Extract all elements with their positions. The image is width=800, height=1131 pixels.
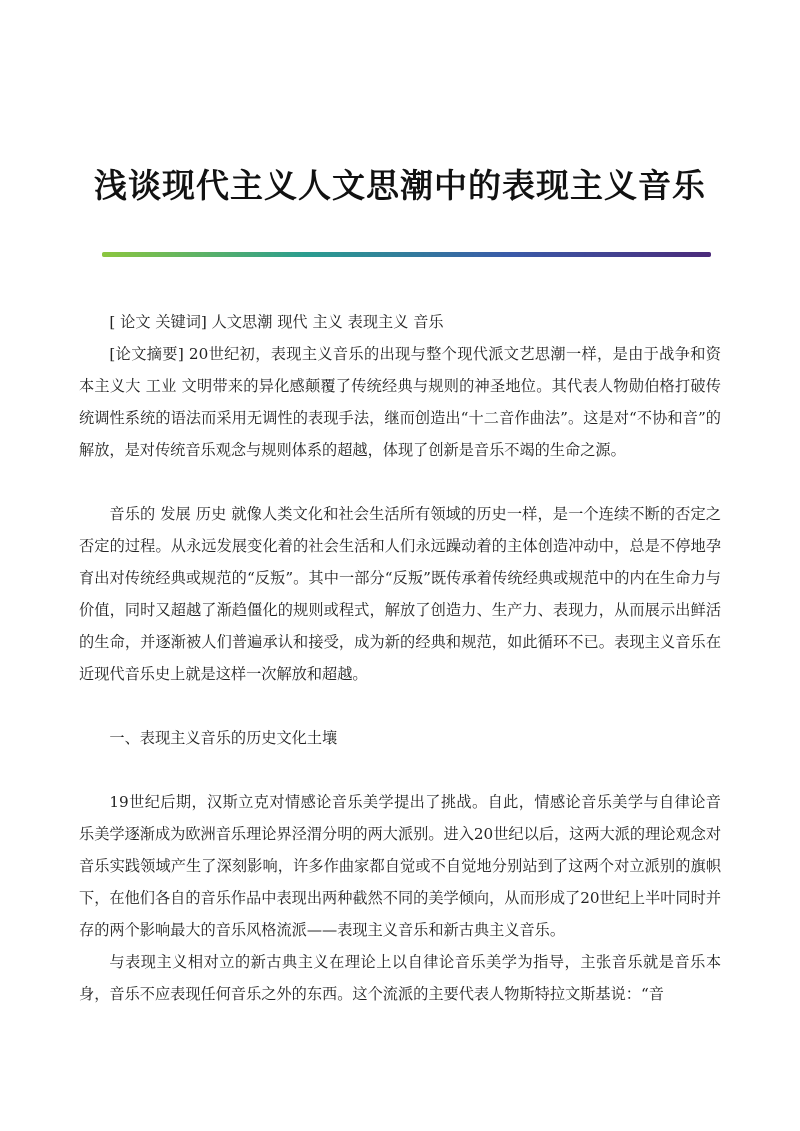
paragraph-gap — [79, 754, 721, 786]
document-body — [79, 306, 721, 1010]
section-paragraph: 19世纪后期，汉斯立克对情感论音乐美学提出了挑战。自此，情感论音乐美学与自律论音乐美学逐渐成为欧洲音乐理论界泾渭分明的两大派别。进入20世纪以后，这两大派的理论观念对音乐实践领域产生了深刻影响，许多作曲家都自觉或不自觉地分别站到了这两个对立派别的旗帜下，在他们各自的音乐作品中表现出两种截然不同的美学倾向，从而形成了20世纪上半叶同时并存的两个影响最大的音乐风格流派——表现主义音乐和新古典主义音乐。 — [79, 793, 722, 939]
section-paragraph: 与表现主义相对立的新古典主义在理论上以自律论音乐美学为指导，主张音乐就是音乐本身，音乐不应表现任何音乐之外的东西。这个流派的主要代表人物斯特拉文斯基说：“音 — [79, 953, 721, 1003]
document-title: 浅谈现代主义人文思潮中的表现主义音乐 — [94, 166, 706, 205]
paragraph-gap — [79, 690, 721, 722]
keywords-paragraph: [ 论文 关键词] 人文思潮 现代 主义 表现主义 音乐 — [109, 313, 444, 331]
section-heading: 一、表现主义音乐的历史文化土壤 — [109, 729, 338, 747]
paragraph-gap — [79, 466, 721, 498]
title-divider — [102, 252, 711, 257]
intro-paragraph: 音乐的 发展 历史 就像人类文化和社会生活所有领域的历史一样，是一个连续不断的否定之否定的过程。从永远发展变化着的社会生活和人们永远躁动着的主体创造冲动中，总是不停地孕育出对传统经典或规范的“反叛”。其中一部分“反叛”既传承着传统经典或规范中的内在生命力与价值，同时又超越了渐趋僵化的规则或程式，解放了创造力、生产力、表现力，从而展示出鲜活的生命，并逐渐被人们普遍承认和接受，成为新的经典和规范，如此循环不已。表现主义音乐在近现代音乐史上就是这样一次解放和超越。 — [79, 505, 721, 683]
abstract-paragraph: [论文摘要] 20世纪初，表现主义音乐的出现与整个现代派文艺思潮一样，是由于战争和资本主义大 工业 文明带来的异化感颠覆了传统经典与规则的神圣地位。其代表人物勋伯格打破传统调性系统的语法而采用无调性的表现手法，继而创造出“十二音作曲法”。这是对“不协和音”的解放，是对传统音乐观念与规则体系的超越，体现了创新是音乐不竭的生命之源。 — [79, 345, 721, 459]
